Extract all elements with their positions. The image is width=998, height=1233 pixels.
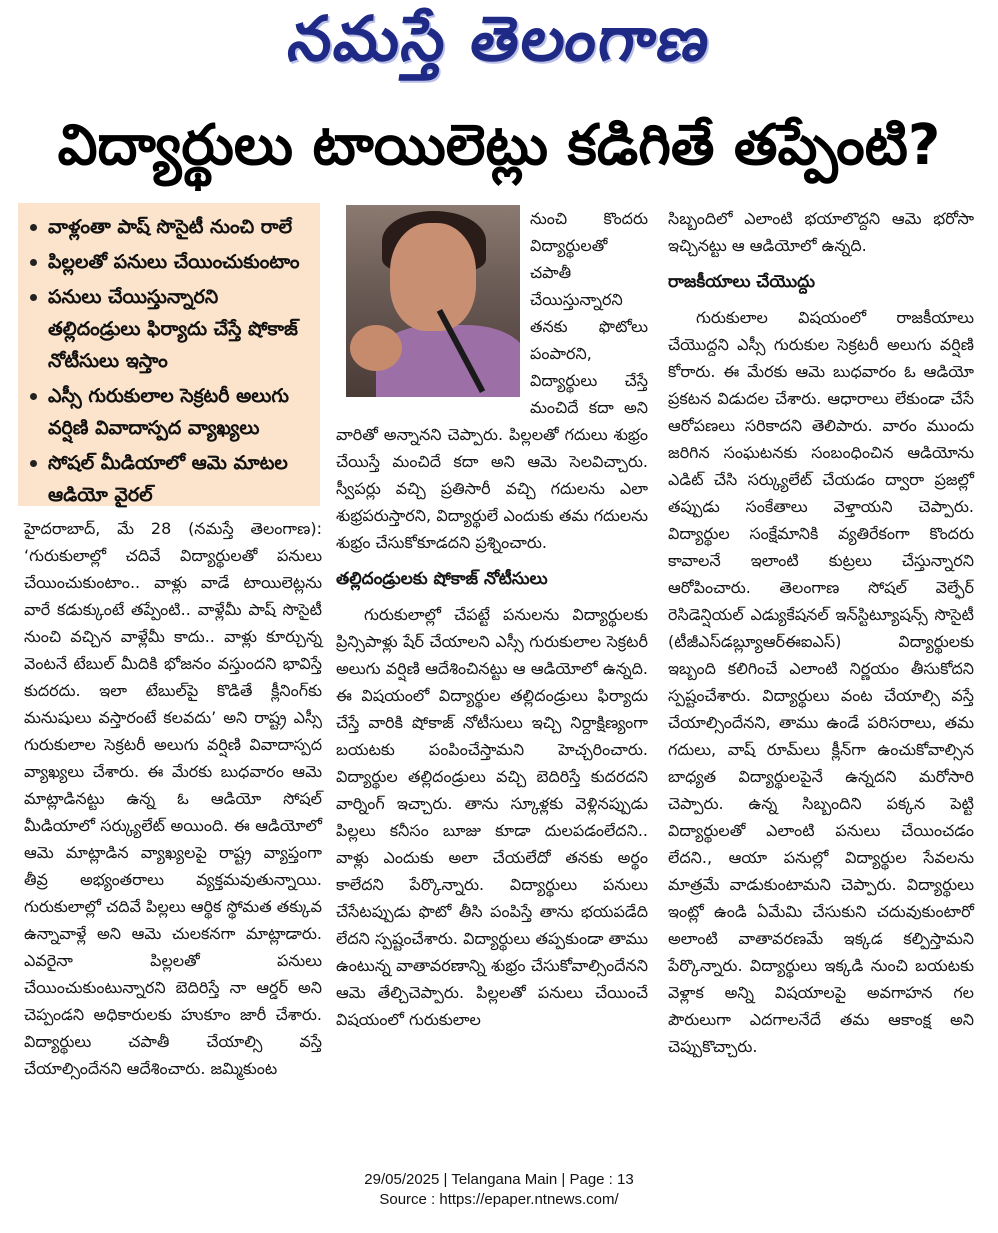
highlight-item: సోషల్ మీడియాలో ఆమె మాటల ఆడియో వైరల్ xyxy=(26,447,314,511)
article-paragraph: నుంచి కొందరు విద్యార్థులతో చపాతీ చేయిస్తున్నారని తనకు ఫొటోలు పంపారని, విద్యార్థులు చేస్తే మంచిదే కదా అని వారితో అన్నానని చెప్పారు. పిల్లలతో గదులు శుభ్రం చేయిస్తే మంచిదే కదా అని ఆమె సెలవిచ్చారు. స్వీపర్లు వచ్చి ప్రతిసారీ వచ్చి గదులను ఎలా శుభ్రపరుస్తారని, విద్యార్థులే ఎందుకు తమ గదులను శుభ్రం చేసుకోకూడదని ప్రశ్నించారు. xyxy=(336,209,648,552)
page-footer xyxy=(0,1170,998,1210)
section-subheading: తల్లిదండ్రులకు షోకాజ్ నోటీసులు xyxy=(336,569,548,589)
portrait-photo xyxy=(346,205,520,397)
article-headline: విద్యార్థులు టాయిలెట్లు కడిగితే తప్పేంటి? xyxy=(57,113,941,178)
highlight-item: ఎస్సీ గురుకులాల సెక్రటరీ అలుగు వర్షిణి వివాదాస్పద వ్యాఖ్యలు xyxy=(26,380,314,444)
article-paragraph: గురుకులాల విషయంలో రాజకీయాలు చేయొద్దని ఎస్సీ గురుకుల సెక్రటరీ అలుగు వర్షిణి కోరారు. ఈ మేరకు ఆమె బుధవారం ఓ ఆడియో ప్రకటన విడుదల చేశారు. ఆధారాలు లేకుండా చేసే ఆరోపణలు సరికాదని తెలిపారు. వారం ముందు జరిగిన సంఘటనకు సంబంధించిన ఆడియోను ఎడిట్ చేసి సర్క్యులేట్ చేయడం ద్వారా ప్రజల్లో తప్పుడు సంకేతాలు వెళ్తాయని చెప్పారు. విద్యార్థుల సంక్షేమానికి వ్యతిరేకంగా కొందరు కావాలనే ఇలాంటి కుట్రలు చేస్తున్నారని ఆరోపించారు. తెలంగాణ సోషల్ వెల్ఫేర్ రెసిడెన్షియల్ ఎడ్యుకేషనల్ ఇన్‌స్టిట్యూషన్స్ సొసైటీ (టీజీఎస్‌డబ్ల్యూఆర్‌ఈఐఎస్) విద్యార్థులకు ఇబ్బంది కలిగించే ఎలాంటి నిర్ణయం తీసుకోదని స్పష్టంచేశారు. విద్యార్థులు వంట చేయాల్సి వస్తే చేయాల్సిందేనని, తాము ఉండే పరిసరాలు, తమ గదులు, వాష్ రూమ్‌లు క్లీన్‌గా ఉంచుకోవాల్సిన బాధ్యత విద్యార్థులపైనే ఉన్నదని మరోసారి చెప్పారు. ఉన్న సిబ్బందిని పక్కన పెట్టి విద్యార్థులతో ఎలాంటి పనులు చేయించడం లేదని., ఆయా పనుల్లో విద్యార్థుల సేవలను మాత్రమే వాడుకుంటామని చెప్పారు. విద్యార్థులు ఇంట్లో ఉండి ఏమేమి చేసుకుని చదువుకుంటారో అలాంటి వాతావరణమే ఇక్కడ కల్పిస్తామని పేర్కొన్నారు. విద్యార్థులు ఇక్కడి నుంచి బయటకు వెళ్లాక అన్ని విషయాలపై అవగాహన గల పౌరులుగా ఎదగాలనేదే తమ ఆకాంక్ష అని చెప్పుకొచ్చారు. xyxy=(668,308,974,1056)
highlights-box xyxy=(18,203,320,506)
source-link[interactable]: Source : https://epaper.ntnews.com/ xyxy=(379,1191,619,1208)
section-subheading: రాజకీయాలు చేయొద్దు xyxy=(668,272,815,292)
article-column-3 xyxy=(668,205,974,1060)
article-column-2 xyxy=(336,205,648,1033)
masthead xyxy=(0,0,998,92)
edition-info: 29/05/2025 | Telangana Main | Page : 13 xyxy=(364,1171,634,1188)
article-paragraph: సిబ్బందిలో ఎలాంటి భయాలొద్దని ఆమె భరోసా ఇచ్చినట్టు ఆ ఆడియోలో ఉన్నది. xyxy=(668,209,974,255)
article-column-1 xyxy=(24,515,322,1082)
article-paragraph: హైదరాబాద్, మే 28 (నమస్తే తెలంగాణ): ‘గురుకులాల్లో చదివే విద్యార్థులతో పనులు చేయించుకుంటాం.. వాళ్లు వాడే టాయిలెట్లను వారే కడుక్కుంటే తప్పేంటి.. వాళ్లేమీ పాష్ సొసైటీ నుంచి వచ్చిన వాళ్లేమీ కాదు.. వాళ్లు కూర్చున్న వెంటనే టేబుల్ మీదికి భోజనం వస్తుందని భావిస్తే కుదరదు. ఇలా టేబుల్‌పై కొడితే క్లీనింగ్‌కు మనుషులు వస్తారంటే కలవదు’ అని రాష్ట్ర ఎస్సీ గురుకులాల సెక్రటరీ అలుగు వర్షిణి వివాదాస్పద వ్యాఖ్యలు చేశారు. ఈ మేరకు బుధవారం ఆమె మాట్లాడినట్టు ఉన్న ఓ ఆడియో సోషల్ మీడియాలో సర్క్యులేట్ అయింది. ఈ ఆడియోలో ఆమె మాట్లాడిన వ్యాఖ్యలపై రాష్ట్ర వ్యాప్తంగా తీవ్ర అభ్యంతరాలు వ్యక్తమవుతున్నాయి. గురుకులాల్లో చదివే పిల్లలు ఆర్థిక స్థోమత తక్కువ ఉన్నావాళ్లే అని ఆమె చులకనగా మాట్లాడారు. ఎవరైనా పిల్లలతో పనులు చేయించుకుంటున్నారని బెదిరిస్తే నా ఆర్డర్ అని చెప్పండని అధికారులకు హుకూం జారీ చేశారు. విద్యార్థులు చపాతీ చేయాల్సి వస్తే చేయాల్సిందేనని ఆదేశించారు. జమ్మికుంట xyxy=(24,519,322,1078)
highlight-item: పనులు చేయిస్తున్నారని తల్లిదండ్రులు ఫిర్యాదు చేస్తే షోకాజ్ నోటీసులు ఇస్తాం xyxy=(26,281,314,377)
highlight-item: పిల్లలతో పనులు చేయించుకుంటాం xyxy=(26,246,314,278)
article-paragraph: గురుకులాల్లో చేపట్టే పనులను విద్యార్థులకు ప్రిన్సిపాళ్లు షేర్ చేయాలని ఎస్సీ గురుకులాల సెక్రటరీ అలుగు వర్షిణి ఆదేశించినట్టు ఆ ఆడియోలో ఉన్నది. ఈ విషయంలో విద్యార్థుల తల్లిదండ్రులు ఫిర్యాదు చేస్తే వారికి షోకాజ్ నోటీసులు ఇచ్చి నిర్దాక్షిణ్యంగా బయటకు పంపించేస్తామని హెచ్చరించారు. విద్యార్థుల తల్లిదండ్రులు వచ్చి బెదిరిస్తే కుదరదని వార్నింగ్ ఇచ్చారు. తాను స్కూళ్లకు వెళ్లినప్పుడు పిల్లలు కనీసం బూజు కూడా దులపడంలేదని.. వాళ్లు ఎందుకు అలా చేయలేదో తనకు అర్థం కాలేదని పేర్కొన్నారు. విద్యార్థులు పనులు చేసేటప్పుడు ఫొటో తీసి పంపిస్తే తాను భయపడేది లేదని స్పష్టంచేశారు. విద్యార్థులు తప్పకుండా తాము ఉంటున్న వాతావరణాన్ని శుభ్రం చేసుకోవాల్సిందేనని ఆమె తేల్చిచెప్పారు. పిల్లలతో పనులు చేయించే విషయంలో గురుకులాల xyxy=(336,605,648,1029)
newspaper-logo: నమస్తే తెలంగాణ xyxy=(283,2,717,75)
highlight-item: వాళ్లంతా పాష్ సొసైటీ నుంచి రాలే xyxy=(26,211,314,243)
